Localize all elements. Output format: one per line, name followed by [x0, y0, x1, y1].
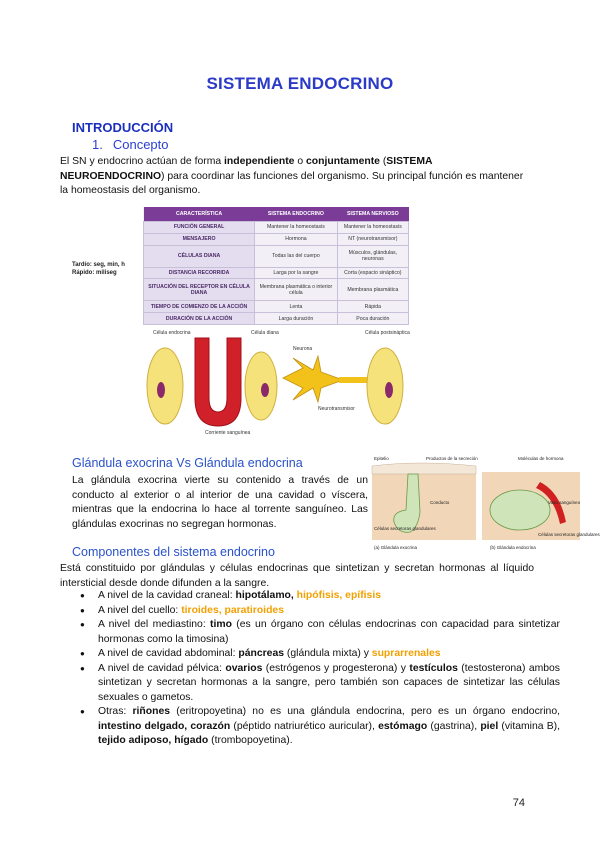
postsynaptic-nucleus: [385, 382, 393, 398]
table-row: [144, 313, 409, 325]
table-cell: Lenta: [255, 301, 338, 313]
label-blood-vessel: Vaso sanguíneo: [548, 500, 581, 505]
endocrine-vs-neural-diagram: [143, 328, 410, 438]
label-duct: Conducto: [430, 500, 450, 505]
label-endocrine-gland: (b) Glándula endocrina: [490, 545, 536, 550]
label-target-cell: Célula diana: [251, 330, 279, 336]
table-row: [144, 222, 409, 234]
label-secretory-cells-endo: Células secretoras glandulares: [538, 532, 600, 537]
table-header: SISTEMA ENDOCRINO: [255, 207, 338, 222]
table-row: [144, 267, 409, 279]
table-cell: Músculos, glándulas, neuronas: [337, 245, 408, 267]
components-heading: Componentes del sistema endocrino: [72, 545, 275, 559]
table-cell: Hormona: [255, 233, 338, 245]
table-cell: Larga por la sangre: [255, 267, 338, 279]
label-neuron: Neurona: [293, 346, 313, 352]
gland-comparison-diagram: [370, 452, 600, 552]
postsynaptic-cell: [367, 348, 403, 424]
target-cell: [245, 352, 277, 420]
subsection-heading-concepto: [92, 137, 169, 152]
section-heading-introduccion: INTRODUCCIÓN: [72, 120, 174, 135]
table-cell: DURACIÓN DE LA ACCIÓN: [144, 313, 255, 325]
table-cell: FUNCIÓN GENERAL: [144, 222, 255, 234]
epithelium: [372, 463, 476, 474]
blood-vessel: [195, 338, 241, 426]
table-cell: SITUACIÓN DEL RECEPTOR EN CÉLULA DIANA: [144, 279, 255, 301]
table-cell: NT (neurotransmisor): [337, 233, 408, 245]
table-cell: TIEMPO DE COMIENZO DE LA ACCIÓN: [144, 301, 255, 313]
label-secretion-products: Productos de la secreción: [426, 456, 478, 461]
neuron-body: [283, 356, 343, 402]
label-secretory-cells-exo: Células secretoras glandulares: [374, 526, 436, 531]
table-row: [144, 279, 409, 301]
table-header: CARACTERÍSTICA: [144, 207, 255, 222]
table-cell: MENSAJERO: [144, 233, 255, 245]
table-cell: DISTANCIA RECORRIDA: [144, 267, 255, 279]
exocrine-vs-endocrine-heading: Glándula exocrina Vs Glándula endocrina: [72, 456, 303, 470]
table-cell: Corta (espacio sináptico): [337, 267, 408, 279]
table-cell: CÉLULAS DIANA: [144, 245, 255, 267]
list-item: ● Otras: riñones (eritropoyetina) no es una glándula endocrina, pero es un órgano endocrino, intestino delgado, corazón (péptido natriurético auricular), estómago (gastrina), piel (vitamina B), tejido adiposo, hígado (trombopoyetina).: [98, 705, 560, 749]
endocrine-cell-cluster: [490, 490, 550, 530]
endocrine-nucleus: [157, 382, 165, 398]
subsection-number: 1.: [92, 137, 103, 152]
label-epithelium: Epitelio: [374, 456, 389, 461]
list-item: ● A nivel de la cavidad craneal: hipotálamo, hipófisis, epífisis: [98, 589, 560, 604]
table-cell: Poca duración: [337, 313, 408, 325]
components-paragraph: Está constituido por glándulas y células endocrinas que sintetizan y secretan hormonas al líquido intersticial desde donde difunden a la sangre.: [60, 563, 534, 589]
page-title: SISTEMA ENDOCRINO: [206, 74, 394, 93]
table-row: [144, 245, 409, 267]
table-header: SISTEMA NERVIOSO: [337, 207, 408, 222]
label-exocrine-gland: (a) Glándula exocrina: [374, 545, 418, 550]
table-cell: Membrana plasmática o interior célula: [255, 279, 338, 301]
axon: [339, 377, 369, 383]
table-cell: Larga duración: [255, 313, 338, 325]
list-item: ● A nivel del cuello: tiroides, paratiroides: [98, 604, 560, 619]
concept-paragraph: El SN y endocrino actúan de forma independiente o conjuntamente (SISTEMA NEUROENDOCRINO) para coordinar las funciones del organismo. Su principal función es mantener la homeostasis del organismo.: [60, 156, 524, 196]
comparison-table: [143, 207, 409, 325]
list-item: ● A nivel del mediastino: timo (es un órgano con células endocrinas con capacidad para sintetizar hormonas como la timosina): [98, 618, 560, 647]
exocrine-paragraph: La glándula exocrina vierte su contenido a través de un conducto al exterior o al interior de una cavidad o víscera, mientras que la endocrina lo hace al torrente sanguíneo. Las glándulas exocrinas no segregan hormonas.: [72, 475, 368, 530]
list-item: ● A nivel de cavidad abdominal: páncreas (glándula mixta) y suprarrenales: [98, 647, 560, 662]
target-nucleus: [261, 383, 269, 397]
label-postsynaptic: Célula postsináptica: [365, 330, 410, 336]
table-cell: Mantener la homeostasis: [337, 222, 408, 234]
label-endocrine-cell: Célula endocrina: [153, 330, 191, 336]
table-cell: Membrana plasmática: [337, 279, 408, 301]
label-neurotransmitter: Neurotransmisor: [318, 406, 355, 412]
page-number: 74: [512, 797, 525, 809]
endocrine-cell: [147, 348, 183, 424]
timing-note: Tardío: seg, min, h Rápido: miliseg: [72, 262, 125, 276]
list-item: ● A nivel de cavidad pélvica: ovarios (estrógenos y progesterona) y testículos (testosterona) ambos sintetizan y secretan hormonas a la sangre, pero también son capaces de sintetizar las células sexuales o gametos.: [98, 662, 560, 706]
table-cell: Todas las del cuerpo: [255, 245, 338, 267]
table-cell: Mantener la homeostasis: [255, 222, 338, 234]
table-row: [144, 301, 409, 313]
label-hormone-molecules: Moléculas de hormona: [518, 456, 564, 461]
subsection-label: Concepto: [112, 137, 169, 152]
table-cell: Rápida: [337, 301, 408, 313]
components-list: [72, 589, 560, 749]
label-bloodstream: Corriente sanguínea: [205, 430, 251, 436]
table-header-row: [144, 207, 409, 222]
table-row: [144, 233, 409, 245]
